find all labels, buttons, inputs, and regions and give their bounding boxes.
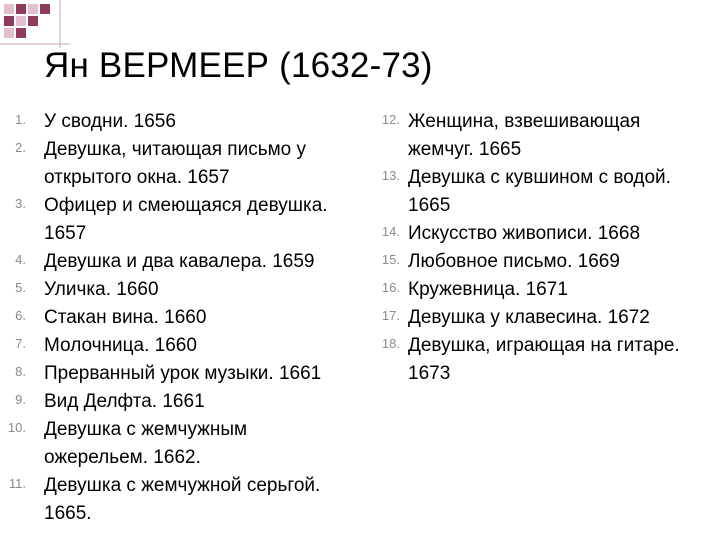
list-item-line: Девушка и два кавалера. 1659 (44, 251, 315, 272)
list-item-line: Девушка с кувшином с водой. (408, 167, 671, 188)
list-item-text (44, 332, 197, 360)
list-item (370, 276, 715, 304)
list-item (370, 220, 715, 248)
list-item-line: У сводни. 1656 (44, 111, 176, 132)
list-item (0, 416, 360, 472)
list-item-text (408, 248, 620, 276)
list-item-text (44, 136, 306, 192)
list-item (370, 332, 715, 388)
list-item-line: жемчуг. 1665 (408, 139, 522, 160)
list-item-number: 10. (7, 420, 26, 435)
list-item-line: Девушка с жемчужным (44, 419, 248, 440)
list-item-line: 1673 (408, 363, 451, 384)
list-item-number: 16. (381, 280, 400, 295)
list-right-column (370, 108, 715, 388)
list-item-text (408, 164, 671, 220)
list-item-number: 12. (381, 112, 400, 127)
list-item-line: Девушка с жемчужной серьгой. (44, 475, 321, 496)
list-item-line: 1657 (44, 223, 87, 244)
list-item (370, 108, 715, 164)
list-item-line: Молочница. 1660 (44, 335, 197, 356)
list-item (0, 136, 360, 192)
corner-decoration (0, 0, 70, 48)
list-item-text (44, 360, 321, 388)
list-item-line: Офицер и смеющаяся девушка. (44, 195, 328, 216)
list-item-number: 9. (15, 392, 26, 407)
list-item-text (408, 108, 640, 164)
corner-squares-graphic (0, 0, 70, 48)
list-item (0, 332, 360, 360)
list-item (0, 276, 360, 304)
list-item-line: 1665 (408, 195, 451, 216)
list-left-column (0, 108, 360, 528)
list-item-number: 15. (381, 252, 400, 267)
list-item-text (44, 304, 206, 332)
list-item-number: 14. (381, 224, 400, 239)
list-item-line: Женщина, взвешивающая (408, 111, 641, 132)
list-item-number: 3. (15, 196, 26, 211)
list-item-text (44, 388, 205, 416)
list-item-number: 13. (381, 168, 400, 183)
list-item (0, 192, 360, 248)
list-item-number: 17. (381, 308, 400, 323)
list-item-line: открытого окна. 1657 (44, 167, 230, 188)
list-item (0, 248, 360, 276)
list-item-number: 6. (15, 308, 26, 323)
list-item-text (44, 108, 176, 136)
list-item-number: 2. (15, 140, 26, 155)
list-item-text (408, 276, 568, 304)
list-item-text (408, 304, 650, 332)
page-title: Ян ВЕРМЕЕР (1632-73) (44, 46, 433, 85)
list-item-line: Уличка. 1660 (44, 279, 159, 300)
list-item-text (44, 472, 320, 528)
list-item-line: 1665. (44, 503, 92, 524)
list-item-text (408, 332, 680, 388)
list-item-line: Прерванный урок музыки. 1661 (44, 363, 322, 384)
list-item (0, 360, 360, 388)
list-item-line: Вид Делфта. 1661 (44, 391, 205, 412)
list-item (370, 164, 715, 220)
list-item-line: Кружевница. 1671 (408, 279, 568, 300)
list-item-number: 8. (15, 364, 26, 379)
list-item-number: 18. (381, 336, 400, 351)
list-item (0, 388, 360, 416)
list-item-number: 1. (15, 112, 26, 127)
list-item (0, 108, 360, 136)
list-item-line: Любовное письмо. 1669 (408, 251, 620, 272)
list-item-line: ожерельем. 1662. (44, 447, 201, 468)
list-item-text (408, 220, 640, 248)
list-item-text (44, 192, 328, 248)
list-item-number: 7. (15, 336, 26, 351)
list-item-text (44, 248, 315, 276)
list-item (370, 304, 715, 332)
list-item-text (44, 416, 247, 472)
list-item-number: 11. (8, 476, 26, 491)
list-item-line: Искусство живописи. 1668 (408, 223, 641, 244)
list-item-number: 4. (15, 252, 26, 267)
list-item-line: Девушка, читающая письмо у (44, 139, 307, 160)
list-item-text (44, 276, 159, 304)
list-item (370, 248, 715, 276)
list-item-line: Стакан вина. 1660 (44, 307, 207, 328)
list-item-line: Девушка у клавесина. 1672 (408, 307, 650, 328)
list-item (0, 304, 360, 332)
list-item-number: 5. (15, 280, 26, 295)
list-item-line: Девушка, играющая на гитаре. (408, 335, 680, 356)
list-item (0, 472, 360, 528)
